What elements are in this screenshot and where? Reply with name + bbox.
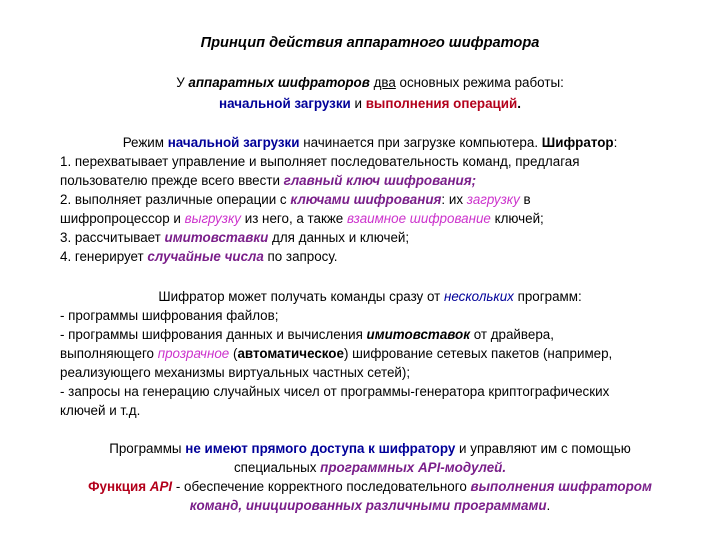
text: по запросу. xyxy=(263,249,338,264)
term-hardware-encryptors: аппаратных шифраторов xyxy=(188,75,370,90)
text: из него, а также xyxy=(241,211,347,226)
command-2-line-1 xyxy=(60,325,680,344)
text: и управляют им с помощью xyxy=(455,441,631,456)
item-4 xyxy=(60,247,680,266)
text: пользователю прежде всего ввести xyxy=(60,173,284,188)
term-transparent: прозрачное xyxy=(157,346,230,361)
term-boot-mode: начальной загрузки xyxy=(219,96,351,111)
text: Режим xyxy=(122,135,168,150)
text: выполняющего xyxy=(60,346,158,361)
command-1: - программы шифрования файлов; xyxy=(60,308,279,323)
term-automatic: автоматическое xyxy=(237,346,344,361)
mode-line xyxy=(50,133,690,152)
term-encryption-keys: ключами шифрования xyxy=(290,192,442,207)
term-execution-mode: выполнения операций xyxy=(365,96,518,111)
text: 2. выполняет различные операции с xyxy=(60,192,291,207)
text: в xyxy=(519,192,531,207)
text: . xyxy=(517,96,521,111)
term-unload: выгрузку xyxy=(184,211,241,226)
item-2-line-1 xyxy=(60,190,680,209)
item-1-line-1: 1. перехватывает управление и выполняет последовательность команд, предлагая xyxy=(60,154,580,169)
term-several: нескольких xyxy=(443,289,514,304)
item-2-line-2 xyxy=(60,209,680,228)
outro-line-2 xyxy=(50,458,690,477)
command-2-line-2 xyxy=(60,344,680,363)
text: . xyxy=(546,498,551,513)
text: 3. рассчитывает xyxy=(60,230,165,245)
text: начинается при загрузке компьютера. xyxy=(299,135,542,150)
text: У xyxy=(176,75,189,90)
item-3 xyxy=(60,228,680,247)
text: ( xyxy=(229,346,238,361)
intro-line-1 xyxy=(50,73,690,92)
term-master-key: главный ключ шифрования; xyxy=(283,173,477,188)
command-2-line-3: реализующего механизмы виртуальных частных сетей); xyxy=(60,365,411,380)
term-execution-by-encryptor: выполнения шифратором xyxy=(470,479,652,494)
term-encryptor: Шифратор xyxy=(541,135,614,150)
text: и xyxy=(350,96,366,111)
term-api-modules: программных API-модулей. xyxy=(320,460,507,475)
term-mutual-encryption: взаимное шифрование xyxy=(346,211,491,226)
command-3-line-1: - запросы на генерацию случайных чисел от программы-генератора криптографических xyxy=(60,384,610,399)
outro-line-4 xyxy=(50,496,690,515)
term-boot-mode: начальной загрузки xyxy=(167,135,300,150)
text: программ: xyxy=(513,289,582,304)
text: ) шифрование сетевых пакетов (например, xyxy=(343,346,613,361)
term-commands-initiated: команд, инициированных различными программами xyxy=(189,498,547,513)
outro-line-1 xyxy=(50,439,690,458)
command-3-line-2: ключей и т.д. xyxy=(60,403,141,418)
text: шифропроцессор и xyxy=(60,211,185,226)
text: : xyxy=(613,135,618,150)
term-load: загрузку xyxy=(466,192,520,207)
text: Программы xyxy=(109,441,186,456)
intro-line-2 xyxy=(50,94,690,113)
text: - обеспечение корректного последовательного xyxy=(172,479,471,494)
term-random-numbers: случайные числа xyxy=(147,249,264,264)
text: для данных и ключей; xyxy=(268,230,410,245)
item-1-line-2 xyxy=(60,171,680,190)
term-macs: имитовставок xyxy=(366,327,470,342)
outro-line-3 xyxy=(50,477,690,496)
text: ключей; xyxy=(490,211,544,226)
text: специальных xyxy=(233,460,321,475)
text: 4. генерирует xyxy=(60,249,148,264)
term-function: Функция xyxy=(88,479,150,494)
commands-heading xyxy=(50,287,690,306)
text: Шифратор может получать команды сразу от xyxy=(158,289,444,304)
text: - программы шифрования данных и вычисления xyxy=(60,327,367,342)
text: основных режима работы: xyxy=(395,75,564,90)
slide-title: Принцип действия аппаратного шифратора xyxy=(200,35,540,51)
term-no-direct-access: не имеют прямого доступа к шифратору xyxy=(185,441,456,456)
term-two: два xyxy=(373,75,396,90)
text: : их xyxy=(441,192,467,207)
term-mac: имитовставки xyxy=(164,230,269,245)
text: от драйвера, xyxy=(470,327,554,342)
term-api: API xyxy=(149,479,173,494)
